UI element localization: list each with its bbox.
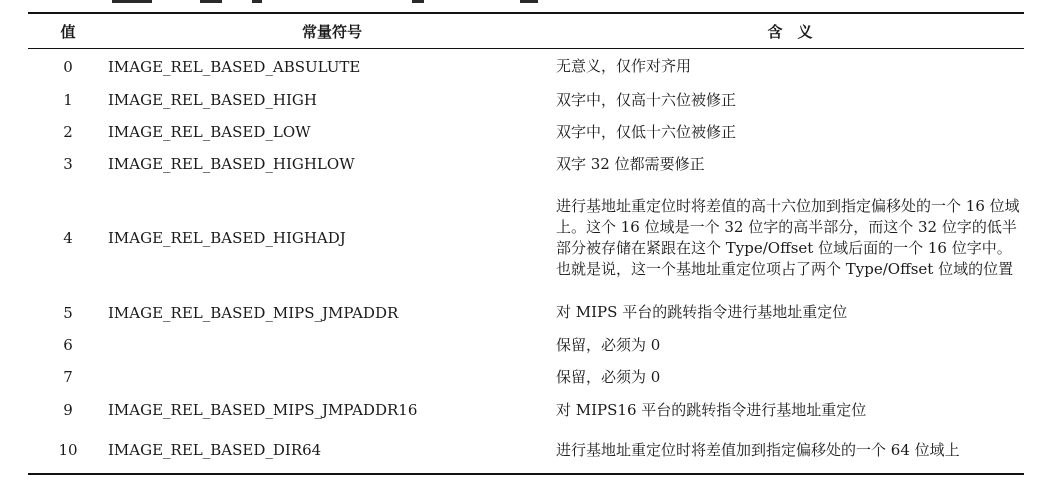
row-meaning: 保留，必须为 0 — [556, 335, 661, 354]
table-row — [28, 361, 1024, 393]
cut-off-text-fragment — [112, 0, 572, 8]
table-header-row — [28, 13, 1024, 49]
header-value: 值 — [60, 22, 76, 41]
row-symbol: IMAGE_REL_BASED_MIPS_JMPADDR — [108, 303, 399, 322]
row-meaning: 双字中，仅低十六位被修正 — [556, 122, 737, 141]
row-value: 6 — [63, 336, 73, 354]
row-symbol: IMAGE_REL_BASED_HIGHLOW — [108, 155, 355, 173]
row-value: 0 — [63, 57, 73, 76]
row-meaning: 进行基地址重定位时将差值加到指定偏移处的一个 64 位域上 — [556, 440, 960, 459]
table-row — [28, 329, 1024, 361]
row-symbol: IMAGE_REL_BASED_LOW — [108, 123, 311, 141]
row-meaning: 保留，必须为 0 — [556, 367, 661, 386]
row-meaning: 进行基地址重定位时将差值的高十六位加到指定偏移处的一个 16 位域上。这个 16 位域是一个 32 位字的高半部分，而这个 32 位字的低半部分被存储在紧跟在这个 Type/Offset 位域后面的一个 16 位字中。也就是说，这一个基地址重定位项占了两个 Type/Offset 位域的位置 — [556, 197, 1020, 278]
table-row — [28, 427, 1024, 474]
table-row — [28, 296, 1024, 329]
header-meaning: 含 义 — [767, 22, 813, 41]
row-value: 2 — [63, 123, 73, 141]
row-symbol: IMAGE_REL_BASED_HIGHADJ — [108, 229, 346, 247]
table-row — [28, 49, 1024, 85]
table-row — [28, 84, 1024, 116]
row-value: 3 — [63, 155, 73, 173]
row-value: 7 — [63, 368, 73, 386]
table-row — [28, 116, 1024, 148]
row-value: 9 — [63, 401, 73, 419]
table-row — [28, 148, 1024, 180]
row-meaning: 双字中，仅高十六位被修正 — [556, 90, 737, 109]
table-row — [28, 393, 1024, 427]
row-value: 10 — [58, 441, 78, 459]
row-value: 1 — [63, 91, 73, 109]
table-row — [28, 180, 1024, 296]
row-symbol: IMAGE_REL_BASED_ABSULUTE — [108, 57, 361, 76]
row-symbol: IMAGE_REL_BASED_MIPS_JMPADDR16 — [108, 401, 418, 419]
row-meaning: 无意义，仅作对齐用 — [556, 57, 692, 75]
row-meaning: 双字 32 位都需要修正 — [556, 154, 705, 173]
row-meaning: 对 MIPS16 平台的跳转指令进行基地址重定位 — [556, 400, 867, 419]
row-symbol — [108, 329, 556, 361]
row-value: 5 — [63, 303, 73, 322]
row-symbol — [108, 361, 556, 393]
relocation-type-table — [28, 12, 1024, 475]
row-symbol: IMAGE_REL_BASED_HIGH — [108, 91, 317, 109]
row-meaning: 对 MIPS 平台的跳转指令进行基地址重定位 — [556, 303, 848, 321]
row-symbol: IMAGE_REL_BASED_DIR64 — [108, 441, 322, 459]
row-value: 4 — [63, 229, 73, 247]
header-symbol: 常量符号 — [301, 22, 362, 41]
